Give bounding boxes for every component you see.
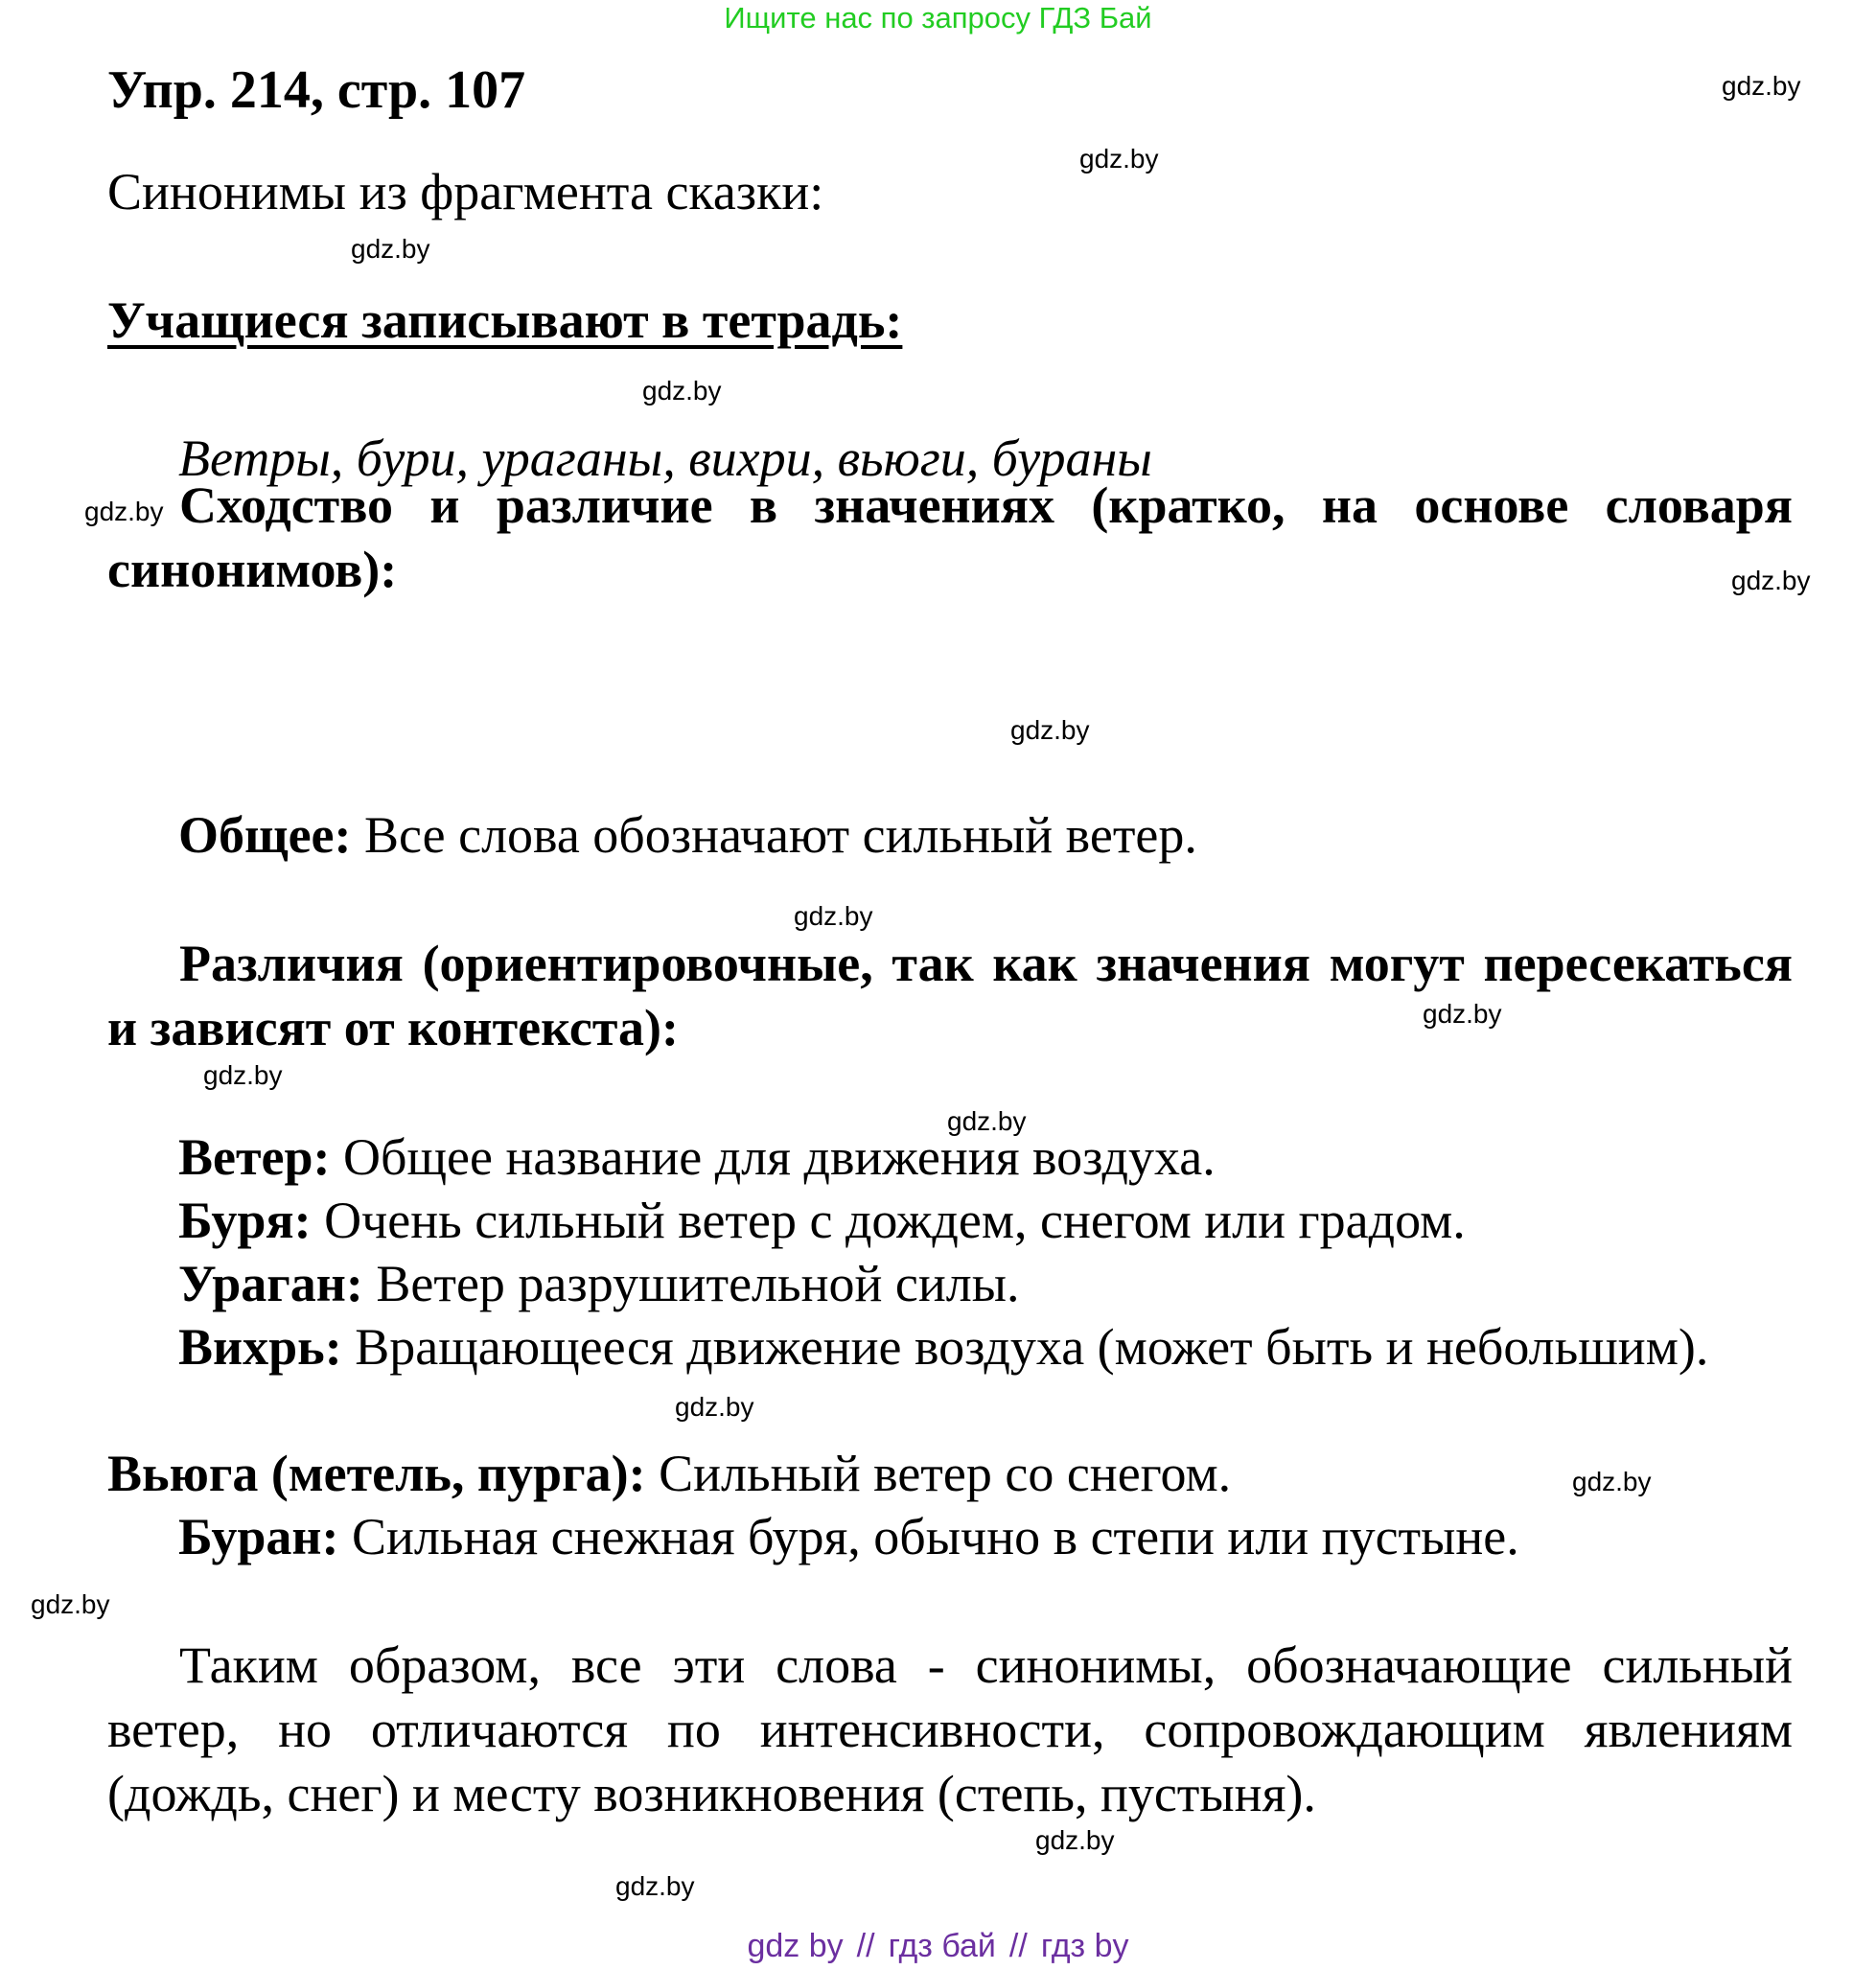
watermark: gdz.by xyxy=(947,1106,1027,1136)
common-label: Общее: xyxy=(178,806,352,864)
definition-text: Общее название для движения воздуха. xyxy=(343,1128,1216,1186)
watermark: gdz.by xyxy=(1010,715,1090,745)
watermark: gdz.by xyxy=(675,1392,754,1422)
differences-heading: Различия (ориентировочные, так как значения могут пересекаться и зависят от контекста): xyxy=(107,935,1793,1056)
definition-term: Вихрь: xyxy=(178,1318,342,1376)
definition-text: Сильная снежная буря, обычно в степи или пустыне. xyxy=(351,1508,1519,1565)
definition-storm xyxy=(178,1189,1466,1253)
definition-hurricane xyxy=(178,1252,1020,1316)
definition-text: Ветер разрушительной силы. xyxy=(376,1255,1020,1312)
search-banner: Ищите нас по запросу ГДЗ Бай xyxy=(724,1,1152,35)
footer-link-gdz-bai[interactable]: гдз бай xyxy=(888,1928,996,1964)
watermark: gdz.by xyxy=(1423,999,1502,1029)
definition-term: Ветер: xyxy=(178,1128,331,1186)
common-line xyxy=(178,803,1197,868)
definition-buran xyxy=(178,1505,1519,1569)
watermark: gdz.by xyxy=(84,497,164,526)
watermark: gdz.by xyxy=(203,1060,283,1090)
watermark: gdz.by xyxy=(1079,144,1159,174)
definition-term: Буран: xyxy=(178,1508,339,1565)
watermark: gdz.by xyxy=(642,376,722,406)
common-text: Все слова обозначают сильный ветер. xyxy=(364,806,1197,864)
watermark: gdz.by xyxy=(1572,1467,1652,1496)
watermark: gdz.by xyxy=(1731,566,1811,595)
definition-wind xyxy=(178,1125,1216,1190)
definition-whirlwind xyxy=(178,1315,1793,1379)
definition-text: Вращающееся движение воздуха (может быть и небольшим). xyxy=(355,1318,1709,1376)
intro-text: Синонимы из фрагмента сказки: xyxy=(107,163,824,220)
watermark: gdz.by xyxy=(615,1871,695,1901)
similarity-heading: Сходство и различие в значениях (кратко, на основе словаря синонимов): xyxy=(107,476,1793,598)
watermark: gdz.by xyxy=(1722,71,1801,101)
page-title: Упр. 214, стр. 107 xyxy=(107,60,526,120)
watermark: gdz.by xyxy=(31,1589,110,1619)
definition-blizzard xyxy=(107,1442,1231,1506)
definition-term: Ураган: xyxy=(178,1255,363,1312)
definition-term: Буря: xyxy=(178,1192,312,1249)
watermark: gdz.by xyxy=(351,234,430,264)
footer-link-gdz-by-cyr[interactable]: гдз by xyxy=(1040,1928,1129,1964)
conclusion: Таким образом, все эти слова - синонимы, обозначающие сильный ветер, но отличаются по интенсивности, сопровождающим явлениям (дождь, снег) и месту возникновения (степь, пустыня). xyxy=(107,1636,1793,1822)
watermark: gdz.by xyxy=(794,901,873,931)
footer-separator: // xyxy=(856,1928,875,1964)
footer-links xyxy=(0,1927,1876,1965)
footer-separator: // xyxy=(1008,1928,1028,1964)
subheading: Учащиеся записывают в тетрадь: xyxy=(107,291,903,349)
synonyms-line: Ветры, бури, ураганы, вихри, вьюги, бураны xyxy=(178,429,1152,487)
definition-text: Сильный ветер со снегом. xyxy=(659,1445,1232,1502)
footer-link-gdz-by[interactable]: gdz by xyxy=(747,1928,844,1964)
definition-term: Вьюга (метель, пурга): xyxy=(107,1445,646,1502)
watermark: gdz.by xyxy=(1035,1825,1115,1855)
definition-text: Очень сильный ветер с дождем, снегом или градом. xyxy=(324,1192,1466,1249)
